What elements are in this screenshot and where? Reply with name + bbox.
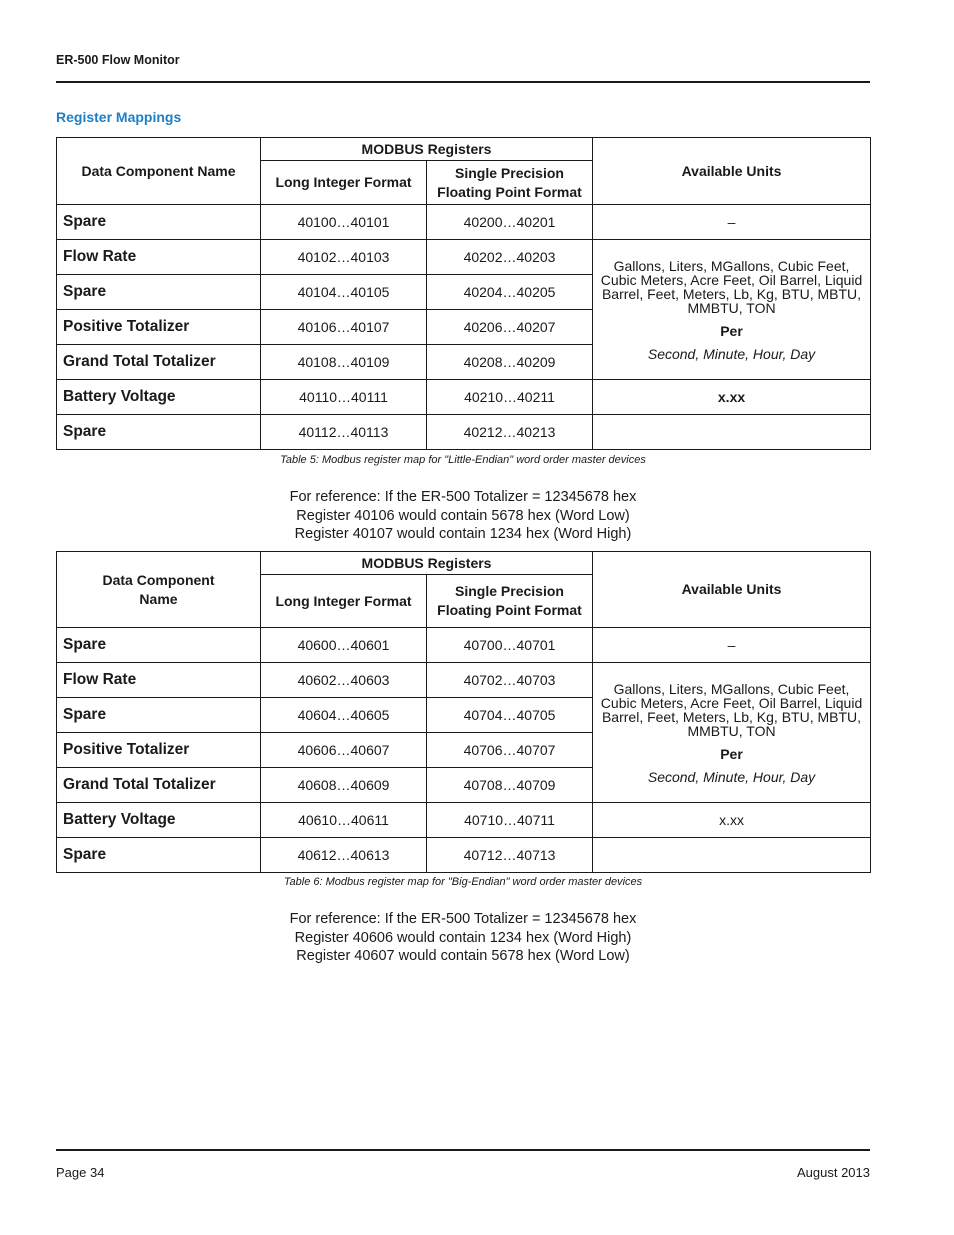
long-integer-register: 40104…40105: [261, 275, 427, 310]
float-register: 40700…40701: [427, 628, 593, 663]
header-available-units: Available Units: [593, 552, 871, 628]
register-table-little-endian: [56, 137, 871, 450]
units-voltage: x.xx: [593, 380, 871, 415]
reference-note: [56, 488, 870, 544]
component-name: Flow Rate: [57, 240, 261, 275]
long-integer-register: 40600…40601: [261, 628, 427, 663]
component-name: Flow Rate: [57, 663, 261, 698]
long-integer-register: 40606…40607: [261, 733, 427, 768]
table-row: [57, 380, 871, 415]
header-modbus-registers: MODBUS Registers: [261, 552, 593, 575]
header-long-integer-format: Long Integer Format: [261, 575, 427, 628]
units-empty: [593, 415, 871, 450]
component-name: Positive Totalizer: [57, 310, 261, 345]
table-caption: Table 5: Modbus register map for "Little-Endian" word order master devices: [280, 454, 646, 466]
float-register: 40712…40713: [427, 838, 593, 873]
page-number: Page 34: [56, 1165, 105, 1180]
component-name: Battery Voltage: [57, 803, 261, 838]
header-available-units: Available Units: [593, 138, 871, 205]
table-row: [57, 663, 871, 698]
float-register: 40204…40205: [427, 275, 593, 310]
float-register: 40212…40213: [427, 415, 593, 450]
long-integer-register: 40106…40107: [261, 310, 427, 345]
float-register: 40706…40707: [427, 733, 593, 768]
reference-line: Register 40106 would contain 5678 hex (Word Low): [296, 507, 630, 524]
float-register: 40206…40207: [427, 310, 593, 345]
table-caption: Table 6: Modbus register map for "Big-Endian" word order master devices: [283, 876, 643, 888]
component-name: Spare: [57, 415, 261, 450]
reference-line: For reference: If the ER-500 Totalizer = 12345678 hex: [289, 911, 637, 927]
header-divider: [56, 81, 870, 83]
reference-line: For reference: If the ER-500 Totalizer = 12345678 hex: [289, 489, 637, 505]
long-integer-register: 40612…40613: [261, 838, 427, 873]
header-data-component-name: Data Component Name: [57, 552, 261, 628]
reference-line: Register 40606 would contain 1234 hex (Word High): [294, 929, 632, 946]
units-per: Per: [720, 322, 743, 339]
float-register: 40210…40211: [427, 380, 593, 415]
component-name: Grand Total Totalizer: [57, 345, 261, 380]
header-modbus-registers: MODBUS Registers: [261, 138, 593, 161]
available-units-cell: [593, 240, 871, 380]
component-name: Battery Voltage: [57, 380, 261, 415]
float-register: 40708…40709: [427, 768, 593, 803]
table-row: [57, 838, 871, 873]
float-register: 40704…40705: [427, 698, 593, 733]
table-row: [57, 803, 871, 838]
component-name: Spare: [57, 628, 261, 663]
long-integer-register: 40610…40611: [261, 803, 427, 838]
float-register: 40208…40209: [427, 345, 593, 380]
long-integer-register: 40102…40103: [261, 240, 427, 275]
units-time: Second, Minute, Hour, Day: [647, 345, 816, 362]
header-single-precision-format: Single Precision Floating Point Format: [427, 161, 593, 205]
float-register: 40200…40201: [427, 205, 593, 240]
table-row: [57, 415, 871, 450]
long-integer-register: 40112…40113: [261, 415, 427, 450]
table-row: [57, 628, 871, 663]
component-name: Spare: [57, 698, 261, 733]
units-dash: –: [593, 205, 871, 240]
long-integer-register: 40100…40101: [261, 205, 427, 240]
register-table-big-endian: [56, 551, 871, 873]
long-integer-register: 40108…40109: [261, 345, 427, 380]
long-integer-register: 40608…40609: [261, 768, 427, 803]
component-name: Spare: [57, 205, 261, 240]
units-per: Per: [720, 745, 743, 762]
available-units-cell: [593, 663, 871, 803]
units-time: Second, Minute, Hour, Day: [647, 768, 816, 785]
long-integer-register: 40604…40605: [261, 698, 427, 733]
reference-line: Register 40107 would contain 1234 hex (Word High): [294, 526, 632, 542]
reference-line: Register 40607 would contain 5678 hex (Word Low): [296, 948, 630, 964]
long-integer-register: 40602…40603: [261, 663, 427, 698]
table-row: [57, 240, 871, 275]
component-name: Grand Total Totalizer: [57, 768, 261, 803]
component-name: Spare: [57, 275, 261, 310]
section-title: Register Mappings: [56, 109, 182, 125]
long-integer-register: 40110…40111: [261, 380, 427, 415]
float-register: 40702…40703: [427, 663, 593, 698]
units-empty: [593, 838, 871, 873]
units-list: Gallons, Liters, MGallons, Cubic Feet, Cubic Meters, Acre Feet, Oil Barrel, Liquid Barrel, Feet, Meters, Lb, Kg, BTU, MBTU, MMBTU, TON: [600, 257, 863, 316]
component-name: Positive Totalizer: [57, 733, 261, 768]
units-list: Gallons, Liters, MGallons, Cubic Feet, Cubic Meters, Acre Feet, Oil Barrel, Liquid Barrel, Feet, Meters, Lb, Kg, BTU, MBTU, MMBTU, TON: [600, 680, 863, 739]
float-register: 40710…40711: [427, 803, 593, 838]
document-header-title: ER-500 Flow Monitor: [56, 53, 180, 67]
float-register: 40202…40203: [427, 240, 593, 275]
header-long-integer-format: Long Integer Format: [261, 161, 427, 205]
header-single-precision-format: Single Precision Floating Point Format: [427, 575, 593, 628]
table-row: [57, 205, 871, 240]
footer-date: August 2013: [796, 1165, 870, 1180]
header-data-component-name: Data Component Name: [57, 138, 261, 205]
reference-note: [56, 910, 870, 966]
units-voltage: x.xx: [593, 803, 871, 838]
units-dash: –: [593, 628, 871, 663]
component-name: Spare: [57, 838, 261, 873]
footer-divider: [56, 1149, 870, 1151]
